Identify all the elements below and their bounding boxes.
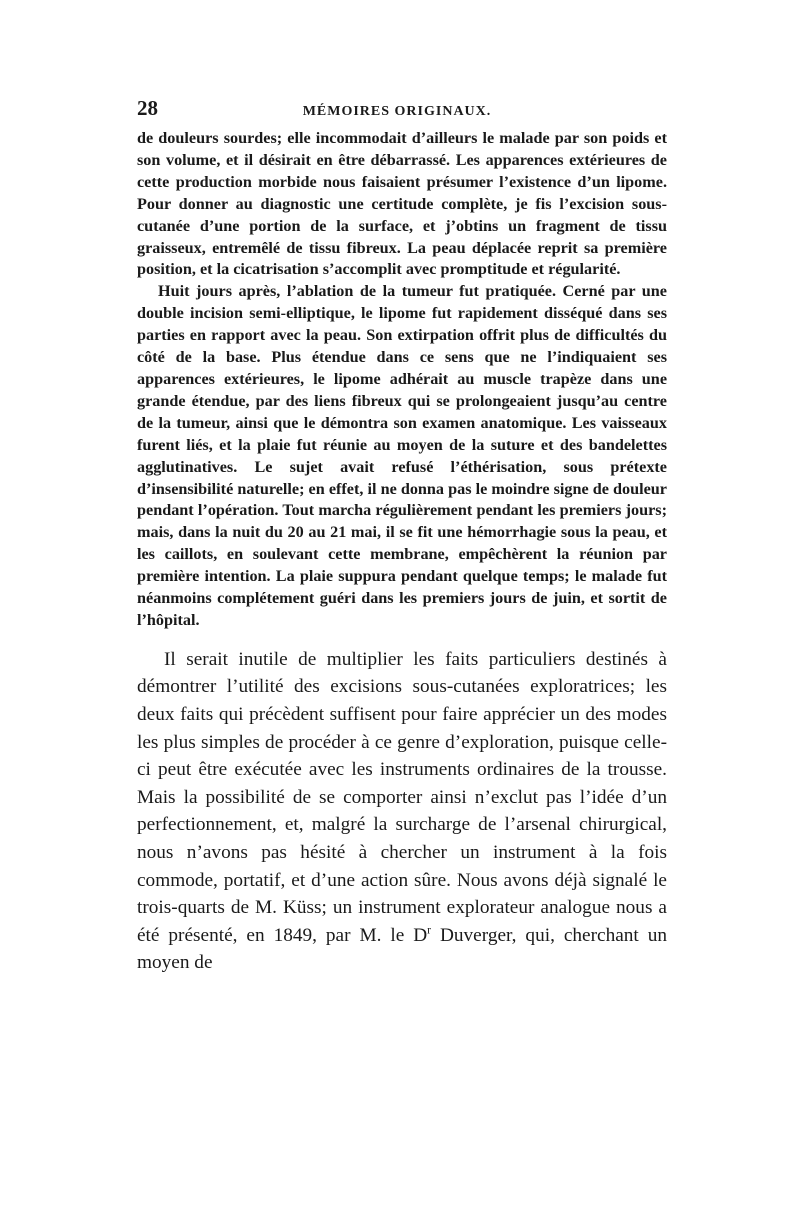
main-text-section [137, 646, 667, 977]
book-page [137, 96, 667, 977]
paragraph-instruments-text: Il serait inutile de multiplier les faits particuliers destinés à démontrer l’utilité des excisions sous-cutanées exploratrices; les deux faits qui précèdent suffisent pour faire apprécier un des modes les plus simples de procéder à ce genre d’exploration, puisque celle-ci peut être exécutée avec les instruments ordinaires de la trousse. Mais la possibilité de se comporter ainsi n’exclut pas l’idée d’un perfectionnement, et, malgré la surcharge de l’arsenal chirurgical, nous n’avons pas hésité à chercher un instrument à la fois commode, portatif, et d’une action sûre. Nous avons déjà signalé le trois-quarts de M. Küss; un instrument explorateur analogue nous a été présenté, en 1849, par M. le D [137, 648, 667, 946]
paragraph-instruments-end: Duverger, qui, cherchant un moyen de [137, 924, 667, 974]
page-number: 28 [137, 96, 158, 120]
superscript-r: r [427, 923, 432, 937]
running-title: MÉMOIRES ORIGINAUX. [302, 104, 492, 119]
paragraph-instruments [137, 646, 667, 977]
running-head [137, 96, 667, 122]
paragraph-operation: Huit jours après, l’ablation de la tumeur fut pratiquée. Cerné par une double incision semi-elliptique, le lipome fut rapidement disséqué dans ses parties en rapport avec la peau. Son extirpation offrit plus de difficultés du côté de la base. Plus étendue dans ce sens que ne l’indiquaient ses apparences extérieures, le lipome adhérait au muscle trapèze dans une grande étendue, par des liens fibreux qui se prolongeaient jusqu’au centre de la tumeur, ainsi que le démontra son examen anatomique. Les vaisseaux furent liés, et la plaie fut réunie au moyen de la suture et des bandelettes agglutinatives. Le sujet avait refusé l’éthérisation, sous prétexte d’insensibilité naturelle; en effet, il ne donna pas le moindre signe de douleur pendant l’opération. Tout marcha régulièrement pendant les premiers jours; mais, dans la nuit du 20 au 21 mai, il se fit une hémorrhagie sous la peau, et les caillots, en soulevant cette membrane, empêchèrent la réunion par première intention. La plaie suppura pendant quelque temps; le malade fut néanmoins complétement guéri dans les premiers jours de juin, et sortit de l’hôpital. [137, 282, 667, 629]
paragraph-continued: de douleurs sourdes; elle incommodait d’ailleurs le malade par son poids et son volume, et il désirait en être débarrassé. Les apparences extérieures de cette production morbide nous faisaient présumer l’existence d’un lipome. Pour donner au diagnostic une certitude complète, je fis l’excision sous-cutanée d’une portion de la surface, et j’obtins un fragment de tissu graisseux, entremêlé de tissu fibreux. La peau déplacée reprit sa première position, et la cicatrisation s’accomplit avec promptitude et régularité. [137, 129, 667, 279]
small-print-section [137, 128, 667, 632]
